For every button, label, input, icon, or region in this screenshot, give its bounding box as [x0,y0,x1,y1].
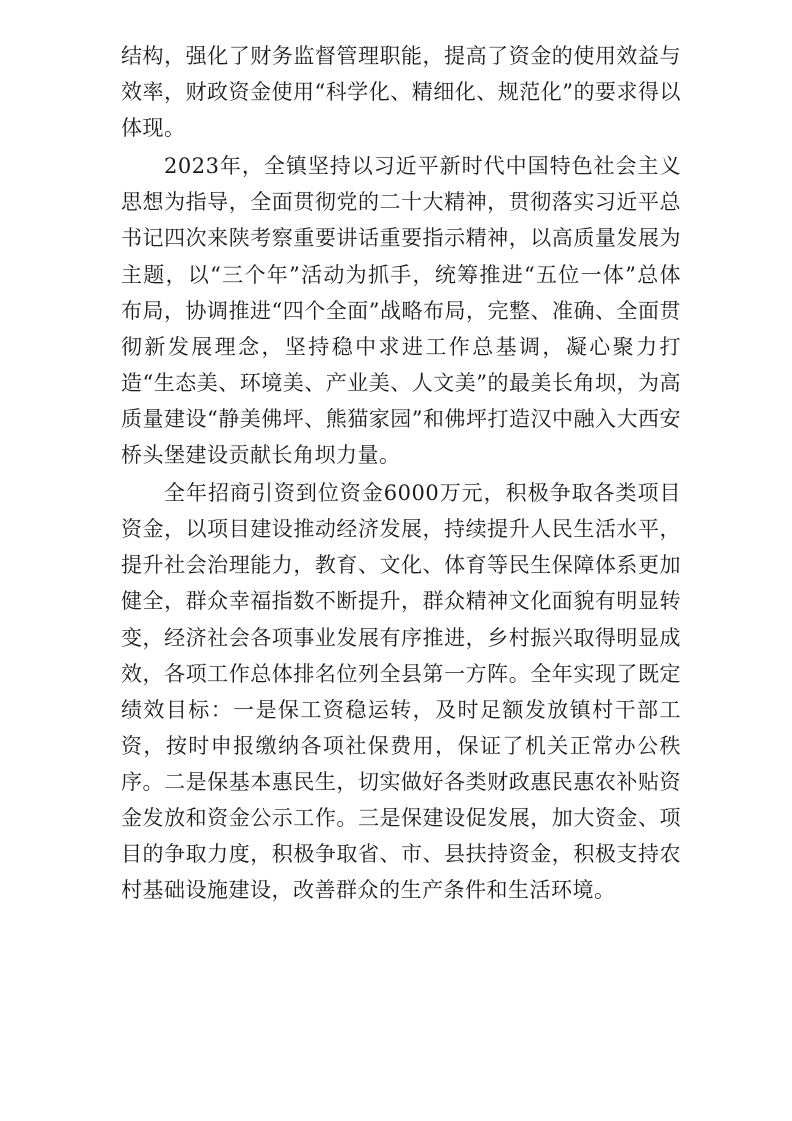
document-body [121,38,681,908]
paragraph-continuation: 结构，强化了财务监督管理职能，提高了资金的使用效益与效率，财政资金使用“科学化、精细化、规范化”的要求得以体现。 [121,44,681,141]
paragraph-2023-overview: 2023年，全镇坚持以习近平新时代中国特色社会主义思想为指导，全面贯彻党的二十大精神，贯彻落实习近平总书记四次来陕考察重要讲话重要指示精神，以高质量发展为主题，以“三个年”活动为抓手，统筹推进“五位一体”总体布局，协调推进“四个全面”战略布局，完整、准确、全面贯彻新发展理念，坚持稳中求进工作总基调，凝心聚力打造“生态美、环境美、产业美、人文美”的最美长角坝，为高质量建设“静美佛坪、熊猫家园”和佛坪打造汉中融入大西安桥头堡建设贡献长角坝力量。 [121,154,681,468]
paragraph-annual-results: 全年招商引资到位资金6000万元，积极争取各类项目资金，以项目建设推动经济发展，持续提升人民生活水平，提升社会治理能力，教育、文化、体育等民生保障体系更加健全，群众幸福指数不断提升，群众精神文化面貌有明显转变，经济社会各项事业发展有序推进，乡村振兴取得明显成效，各项工作总体排名位列全县第一方阵。全年实现了既定绩效目标：一是保工资稳运转，及时足额发放镇村干部工资，按时申报缴纳各项社保费用，保证了机关正常办公秩序。二是保基本惠民生，切实做好各类财政惠民惠农补贴资金发放和资金公示工作。三是保建设促发展，加大资金、项目的争取力度，积极争取省、市、县扶持资金，积极支持农村基础设施建设，改善群众的生产条件和生活环境。 [121,481,681,903]
